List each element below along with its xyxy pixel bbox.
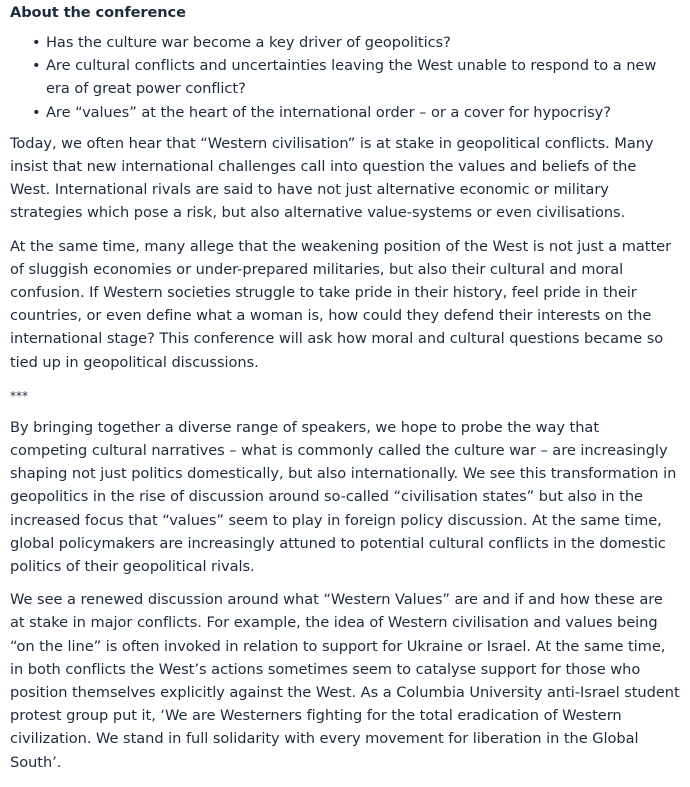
list-item: • Are “values” at the heart of the international order – or a cover for hypocrisy? xyxy=(46,101,680,124)
question-list xyxy=(10,31,680,124)
paragraph-weakening-west: At the same time, many allege that the weakening position of the West is not just a matter of sluggish economies or under-prepared militaries, but also their cultural and moral confusion. If Western societies struggle to take pride in their history, feel pride in their countries, or even define what a woman is, how could they defend their interests on the international stage? This conference will ask how moral and cultural questions became so tied up in geopolitical discussions. xyxy=(10,237,672,371)
list-item: • Are cultural conflicts and uncertainties leaving the West unable to respond to a new era of great power conflict? xyxy=(46,54,680,100)
paragraph-intro: Today, we often hear that “Western civilisation” is at stake in geopolitical conflicts. Many insist that new international challenges call into question the values and beliefs of the West. International rivals are said to have not just alternative economic or military strategies which pose a risk, but also alternative value-systems or even civilisations. xyxy=(10,134,654,222)
section-separator: *** xyxy=(10,388,28,403)
paragraph-western-values: We see a renewed discussion around what “Western Values” are and if and how these are at stake in major conflicts. For example, the idea of Western civilisation and values being “on the line” is often invoked in relation to support for Ukraine or Israel. At the same time, in both conflicts the West’s actions sometimes seem to catalyse support for those who position themselves explicitly against the West. As a Columbia University anti-Israel student protest group put it, ‘We are Westerners fighting for the total eradication of Western civilization. We stand in full solidarity with every movement for liberation in the Global South’. xyxy=(10,591,680,771)
section-heading: About the conference xyxy=(10,4,186,21)
list-item: • Has the culture war become a key driver of geopolitics? xyxy=(46,31,680,54)
paragraph-speakers: By bringing together a diverse range of speakers, we hope to probe the way that competing cultural narratives – what is commonly called the culture war – are increasingly shaping not just politics domestically, but also internationally. We see this transformation in geopolitics in the rise of discussion around so-called “civilisation states” but also in the increased focus that “values” seem to play in foreign policy discussion. At the same time, global policymakers are increasingly attuned to potential cultural conflicts in the domestic politics of their geopolitical rivals. xyxy=(10,418,677,576)
